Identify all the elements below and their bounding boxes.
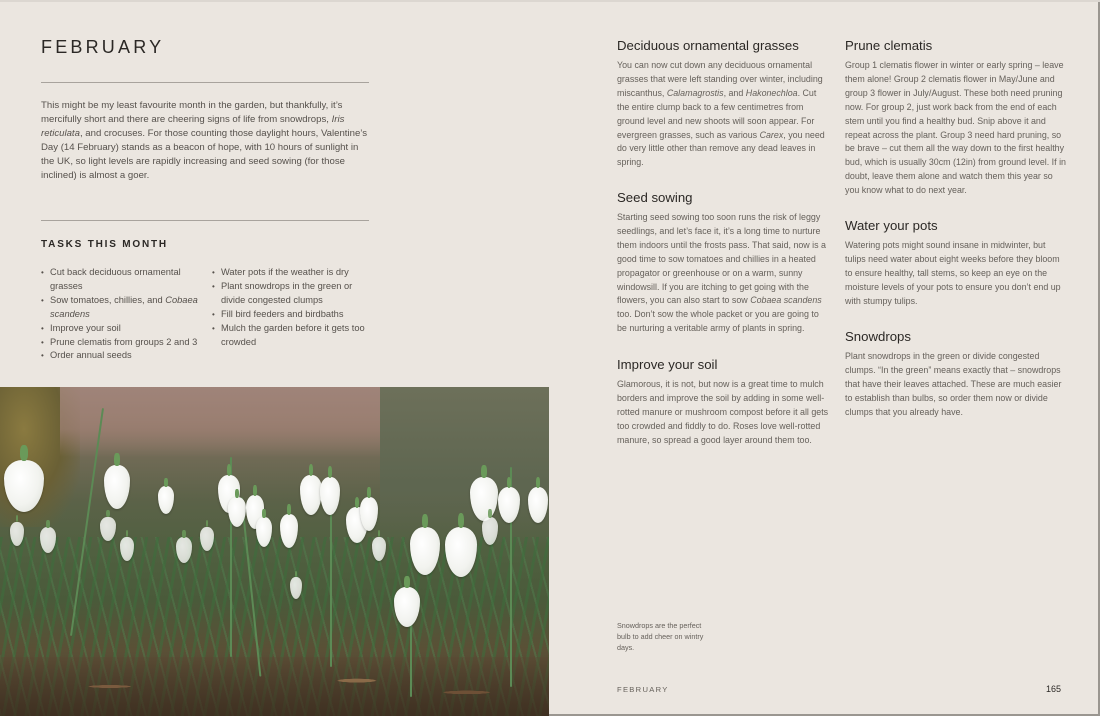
divider-rule <box>41 220 369 221</box>
section-heading: Water your pots <box>845 218 938 233</box>
task-item <box>212 266 372 280</box>
body-text: . Cut the entire clump back to a few centimetres from ground level and new shoots will soon appear. For evergreen grasses, such as various <box>617 87 817 140</box>
task-text: Prune clematis from groups 2 and 3 <box>50 336 198 347</box>
task-text: Fill bird feeders and birdbaths <box>221 308 344 319</box>
section-body <box>617 59 831 170</box>
intro-paragraph <box>41 99 371 182</box>
snowdrop-flower <box>360 497 378 531</box>
body-text: , and <box>723 87 746 98</box>
task-item <box>212 280 372 308</box>
body-text: too. Don’t sow the whole packet or you are going to be nurturing a veritable army of plants in spring. <box>617 309 819 334</box>
page-number: 165 <box>1046 684 1062 694</box>
body-italic: Cobaea scandens <box>750 295 822 306</box>
body-italic: Calamagrostis <box>666 87 724 98</box>
snowdrop-flower <box>320 477 340 515</box>
section-heading: Seed sowing <box>617 190 693 205</box>
task-text: Sow tomatoes, chillies, and <box>50 294 166 305</box>
section-body <box>617 211 831 336</box>
section-body: Group 1 clematis flower in winter or early spring – leave them alone! Group 2 clematis flower in May/June and group 3 flower in July/August. These both need pruning now. For group 2, just work back from the end of each stem until you find a healthy bud. Snip above it and repeat across the plant. Group 3 need hard pruning, so be brave – cut them all the way down to the first healthy bud, which is usually 30cm (12in) from ground level. If in doubt, leave them alone and watch them this year so you know what to do next year. <box>845 60 1066 196</box>
photo-background-trees <box>380 387 549 547</box>
section-prune-clematis <box>845 38 1067 198</box>
section-body: Watering pots might sound insane in midwinter, but tulips need water about eight weeks before they bloom to ensure healthy, tall stems, so keep an eye on the moisture levels of your pots to ensure you don’t end up with stumpy tulips. <box>845 240 1061 306</box>
section-snowdrops <box>845 329 1067 420</box>
section-water-pots <box>845 218 1067 309</box>
task-text: Cut back deciduous ornamental grasses <box>50 267 181 291</box>
tasks-list-column-1 <box>41 266 211 363</box>
intro-italic-iris: Iris reticulata <box>41 113 345 139</box>
running-footer: FEBRUARY <box>617 685 669 694</box>
task-text: Mulch the garden before it gets too crowded <box>221 322 365 347</box>
body-text: You can now cut down any deciduous ornamental grasses that were left standing over winter, including miscanthus, <box>617 60 823 98</box>
section-heading: Prune clematis <box>845 38 933 53</box>
task-item <box>41 322 211 336</box>
task-item <box>41 349 211 363</box>
section-seed-sowing <box>617 190 831 336</box>
intro-text: , and crocuses. For those counting those daylight hours, Valentine’s Day (14 February) stands as a beacon of hope, with 10 hours of sunlight in the UK, so light levels are rapidly increasing and seed sowing (for those inclined) is almost a goer. <box>41 127 368 181</box>
task-item <box>212 308 372 322</box>
section-body: Plant snowdrops in the green or divide congested clumps. “In the green” means exactly that – snowdrops that have their leaves attached. These are much easier to establish than bulbs, so order them now or divide clumps that you already have. <box>845 351 1062 417</box>
task-text: Water pots if the weather is dry <box>221 267 349 277</box>
section-heading: Deciduous ornamental grasses <box>617 38 799 53</box>
section-heading: Snowdrops <box>845 329 911 344</box>
task-item <box>212 322 372 350</box>
section-body: Glamorous, it is not, but now is a great time to mulch borders and improve the soil by adding in some well-rotted manure or mushroom compost before it all gets too crowded and fiddly to do. Roses love well-rotted manure, so spread a good layer around them too. <box>617 379 829 445</box>
body-text: Starting seed sowing too soon runs the risk of leggy seedlings, and let’s face it, it’s a long time to nurture them indoors until the frosts pass. That said, now is a good time to sow tomatoes and chillies in a heated propagator or greenhouse or on a warm, sunny windowsill. If you are itching to get going with the flowers, you can also start to sow <box>617 212 826 306</box>
body-text: , you need do very little other than remove any dead leaves in spring. <box>617 129 825 168</box>
page-title: FEBRUARY <box>41 37 165 57</box>
photo-caption: Snowdrops are the perfect bulb to add cheer on wintry days. <box>617 621 704 652</box>
task-text: Order annual seeds <box>50 350 132 361</box>
tasks-heading: TASKS THIS MONTH <box>41 239 168 250</box>
tasks-list-column-2 <box>212 266 372 349</box>
snowdrop-flower <box>104 465 130 509</box>
section-improve-soil <box>617 357 831 448</box>
intro-text: This might be my least favourite month in the garden, but thankfully, it’s mercifully short and there are cheering signs of life from snowdrops, <box>41 100 343 125</box>
photo-leaf-litter <box>0 657 549 716</box>
section-heading: Improve your soil <box>617 357 718 372</box>
snowdrops-photo <box>0 387 549 716</box>
task-text: Plant snowdrops in the green or divide congested clumps <box>221 280 353 305</box>
task-item <box>41 336 211 350</box>
task-item <box>41 294 211 322</box>
task-italic: Cobaea scandens <box>50 294 198 319</box>
snowdrop-flower <box>300 475 322 515</box>
body-italic: Hakonechloa <box>745 87 798 98</box>
section-deciduous-grasses <box>617 38 831 170</box>
photo-background-house <box>60 387 400 457</box>
snowdrop-flower <box>158 486 174 514</box>
task-item <box>41 266 211 294</box>
divider-rule <box>41 82 369 83</box>
body-italic: Carex <box>759 129 784 140</box>
page-top-edge <box>0 0 1100 2</box>
task-text: Improve your soil <box>50 322 121 333</box>
